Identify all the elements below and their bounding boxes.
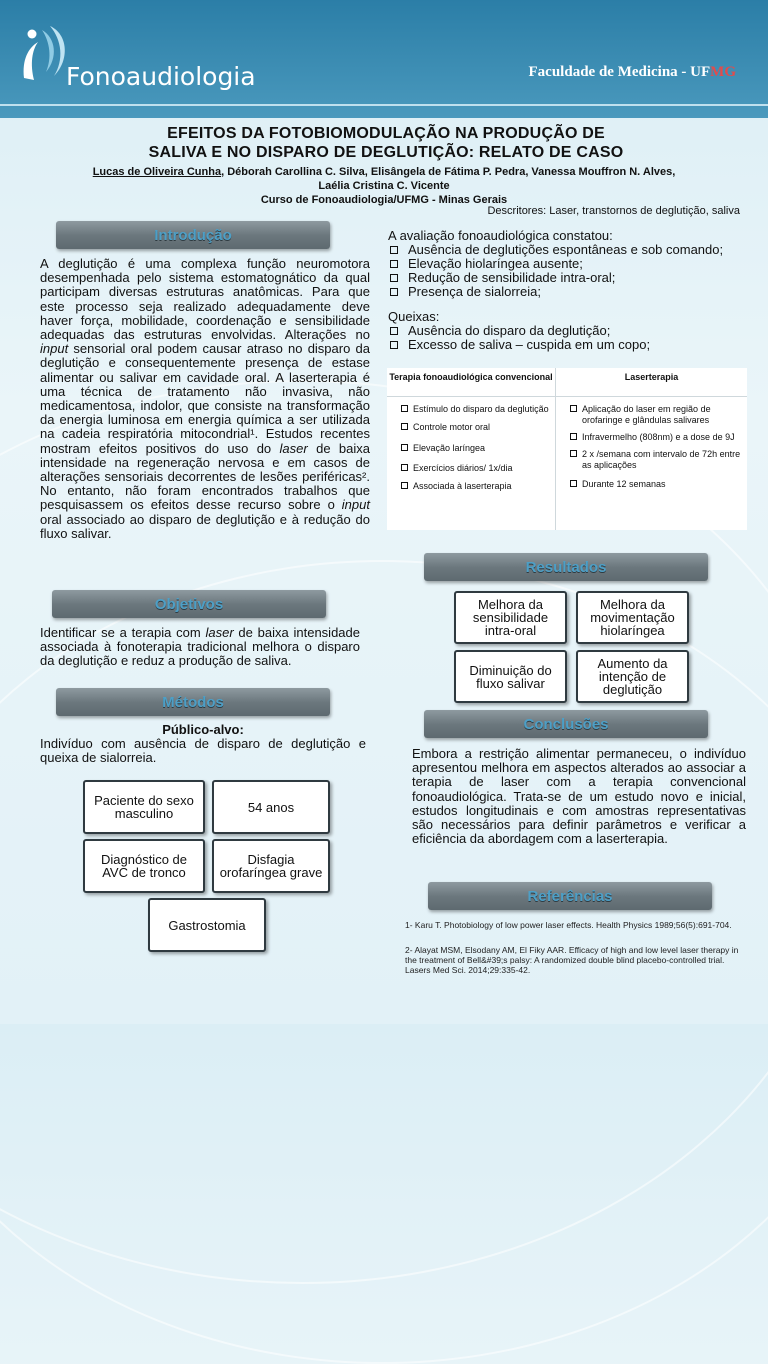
metodos-heading: Métodos	[162, 693, 224, 711]
list-item-text: Ausência de deglutições espontâneas e sob comando;	[408, 242, 724, 257]
list-item	[388, 338, 738, 352]
objetivos-heading-bar	[52, 590, 326, 618]
introducao-heading: Introdução	[154, 226, 232, 244]
first-author: Lucas de Oliveira Cunha	[92, 166, 222, 178]
conclusoes-heading-bar	[424, 710, 708, 738]
checkbox-icon	[390, 246, 398, 254]
method-card-disfagia: Disfagia orofaríngea grave	[212, 839, 330, 893]
therapy-item	[387, 463, 555, 474]
intro-italic: input	[40, 341, 69, 357]
objetivos-text-part: Identificar se a terapia com	[40, 625, 206, 640]
checkbox-icon	[390, 288, 398, 296]
therapy-item	[387, 404, 555, 415]
checkbox-icon	[570, 480, 577, 487]
fonoaudiologia-logo-icon	[20, 20, 70, 90]
objetivos-italic: laser	[205, 625, 234, 640]
list-item-text: Presença de sialorreia;	[408, 284, 541, 299]
method-card-diagnostico: Diagnóstico de AVC de tronco	[83, 839, 205, 893]
list-item	[388, 285, 738, 299]
list-item	[388, 257, 738, 271]
authors	[30, 165, 738, 207]
poster-title	[30, 124, 742, 162]
column-header: Laserterapia	[556, 368, 747, 397]
title-line-1: EFEITOS DA FOTOBIOMODULAÇÃO NA PRODUÇÃO DE	[167, 125, 605, 142]
descriptors: Descritores: Laser, transtornos de deglutição, saliva	[487, 205, 740, 217]
therapy-item	[387, 443, 555, 454]
checkbox-icon	[390, 341, 398, 349]
introducao-text	[40, 257, 370, 541]
therapy-item-text: Controle motor oral	[413, 422, 491, 432]
therapy-item	[556, 449, 747, 471]
affiliation: Curso de Fonoaudiologia/UFMG - Minas Gerais	[260, 194, 508, 206]
poster-header	[0, 0, 768, 118]
checkbox-icon	[401, 405, 408, 412]
list-item	[388, 271, 738, 285]
list-item	[388, 324, 738, 338]
method-card-gastrostomia: Gastrostomia	[148, 898, 266, 952]
brand-name: Fonoaudiologia	[66, 62, 256, 91]
therapy-item-text: Durante 12 semanas	[582, 479, 666, 489]
co-authors: , Déborah Carollina C. Silva, Elisângela de Fátima P. Pedra, Vanessa Mouffron N. Alves,	[221, 166, 676, 178]
faculty-name	[529, 64, 736, 81]
checkbox-icon	[401, 444, 408, 451]
checkbox-icon	[390, 260, 398, 268]
intro-italic: laser	[279, 440, 308, 456]
result-card-sensibilidade: Melhora da sensibilidade intra-oral	[454, 591, 567, 644]
reference-1: 1- Karu T. Photobiology of low power laser effects. Health Physics 1989;56(5):691-704.	[405, 920, 732, 930]
intro-text-part: sensorial oral podem causar atraso no disparo da deglutição e consequentemente presença de estase alimentar ou salivar em cavidade oral. A laserterapia é uma técnica de tratamento não invasiva, não medicamentosa, indolor, que consiste na transformação da energia luminosa em energia química a ser utilizada na cadeia respiratória mitocondrial¹. Estudos recentes mostram efeitos positivos do uso do	[40, 341, 370, 456]
conclusoes-text: Embora a restrição alimentar permaneceu, o indivíduo apresentou melhora em aspectos alterados ao associar a terapia de laser com a terapia convencional fonoaudiológica. Trata-se de um estudo novo e inicial, estudos longitudinais e com amostras representativas são necessários para definir parâmetros e verificar a eficiência da abordagem com a laserterapia.	[412, 746, 746, 847]
therapy-item	[556, 432, 747, 443]
list-item-text: Elevação hiolaríngea ausente;	[408, 256, 583, 271]
objetivos-text	[40, 626, 360, 669]
intro-text-part: de baixa intensidade na regeneração nervosa e em casos de alterações sensoriais decorrentes de lesões periféricas². No entanto, não foram encontrados trabalhos que pesquisassem os efeitos desse recurso sobre o	[40, 440, 370, 513]
objetivos-heading: Objetivos	[154, 595, 224, 613]
therapy-table	[387, 368, 747, 530]
list-item	[388, 243, 738, 257]
therapy-item-text: Elevação laríngea	[413, 443, 486, 453]
column-header: Terapia fonoaudiológica convencional	[387, 368, 555, 397]
result-card-intencao: Aumento da intenção de deglutição	[576, 650, 689, 703]
faculty-mg: MG	[710, 64, 736, 80]
therapy-item-text: Infravermelho (808nm) e a dose de 9J	[582, 432, 735, 442]
conclusoes-heading: Conclusões	[523, 715, 609, 733]
publico-alvo-text: Indivíduo com ausência de disparo de deglutição e queixa de sialorreia.	[40, 736, 366, 766]
list-item-text: Excesso de saliva – cuspida em um copo;	[408, 337, 651, 352]
avaliacao-intro: A avaliação fonoaudiológica constatou:	[388, 228, 613, 243]
therapy-item-text: Aplicação do laser em região de orofaringe e glândulas salivares	[582, 404, 711, 425]
result-card-movimentacao: Melhora da movimentação hiolaríngea	[576, 591, 689, 644]
queixas-list	[388, 324, 738, 352]
list-item-text: Redução de sensibilidade intra-oral;	[408, 270, 616, 285]
introducao-heading-bar	[56, 221, 330, 249]
checkbox-icon	[390, 327, 398, 335]
checkbox-icon	[401, 464, 408, 471]
objetivos-text-part: de baixa intensidade associada à fonoterapia tradicional melhora o disparo da deglutição e reduz a produção de saliva.	[40, 625, 360, 669]
therapy-item-text: Estímulo do disparo da deglutição	[413, 404, 549, 414]
resultados-heading: Resultados	[525, 558, 607, 576]
checkbox-icon	[570, 450, 577, 457]
metodos-heading-bar	[56, 688, 330, 716]
queixas-label: Queixas:	[388, 309, 440, 324]
referencias-heading-bar	[428, 882, 712, 910]
therapy-item-text: Exercícios diários/ 1x/dia	[413, 463, 513, 473]
checkbox-icon	[401, 423, 408, 430]
avaliacao-list	[388, 243, 738, 299]
therapy-column-laser	[556, 368, 747, 530]
intro-italic: input	[341, 497, 370, 513]
checkbox-icon	[570, 405, 577, 412]
therapy-item-text: Associada à laserterapia	[413, 481, 512, 491]
faculty-prefix: Faculdade de Medicina - UF	[528, 64, 711, 80]
intro-text-part: A deglutição é uma complexa função neuromotora desempenhada pelo sistema estomatognático da qual participam diversas estruturas anatômicas. Para que este processo seja realizado adequadamente deve haver força, mobilidade, coordenação e sensibilidade adequadas das estruturas envolvidas. Alterações no	[40, 256, 370, 343]
intro-text-part: oral associado ao disparo de deglutição e à redução do fluxo salivar.	[40, 511, 370, 541]
publico-alvo-label: Público-alvo:	[162, 722, 244, 737]
title-line-2: SALIVA E NO DISPARO DE DEGLUTIÇÃO: RELATO DE CASO	[148, 144, 624, 161]
result-card-fluxo-salivar: Diminuição do fluxo salivar	[454, 650, 567, 703]
therapy-item-text: 2 x /semana com intervalo de 72h entre as aplicações	[582, 449, 741, 470]
resultados-heading-bar	[424, 553, 708, 581]
method-card-idade: 54 anos	[212, 780, 330, 834]
referencias-heading: Referências	[527, 887, 613, 905]
header-divider	[0, 104, 768, 106]
checkbox-icon	[401, 482, 408, 489]
checkbox-icon	[390, 274, 398, 282]
author-line-2: Laélia Cristina C. Vicente	[318, 180, 450, 192]
therapy-item	[556, 404, 747, 426]
method-card-sexo: Paciente do sexo masculino	[83, 780, 205, 834]
list-item-text: Ausência do disparo da deglutição;	[408, 323, 611, 338]
avaliacao-section	[388, 229, 738, 352]
checkbox-icon	[570, 433, 577, 440]
therapy-column-convencional	[387, 368, 555, 530]
therapy-item	[387, 422, 555, 433]
therapy-item	[556, 479, 747, 490]
reference-2: 2- Alayat MSM, Elsodany AM, El Fiky AAR. Efficacy of high and low level laser therapy in the treatment of Bell&#39;s palsy: A randomized double blind placebo-controlled trial. Lasers Med Sci. 2014;29:335-42.	[405, 945, 739, 975]
therapy-item	[387, 481, 555, 492]
